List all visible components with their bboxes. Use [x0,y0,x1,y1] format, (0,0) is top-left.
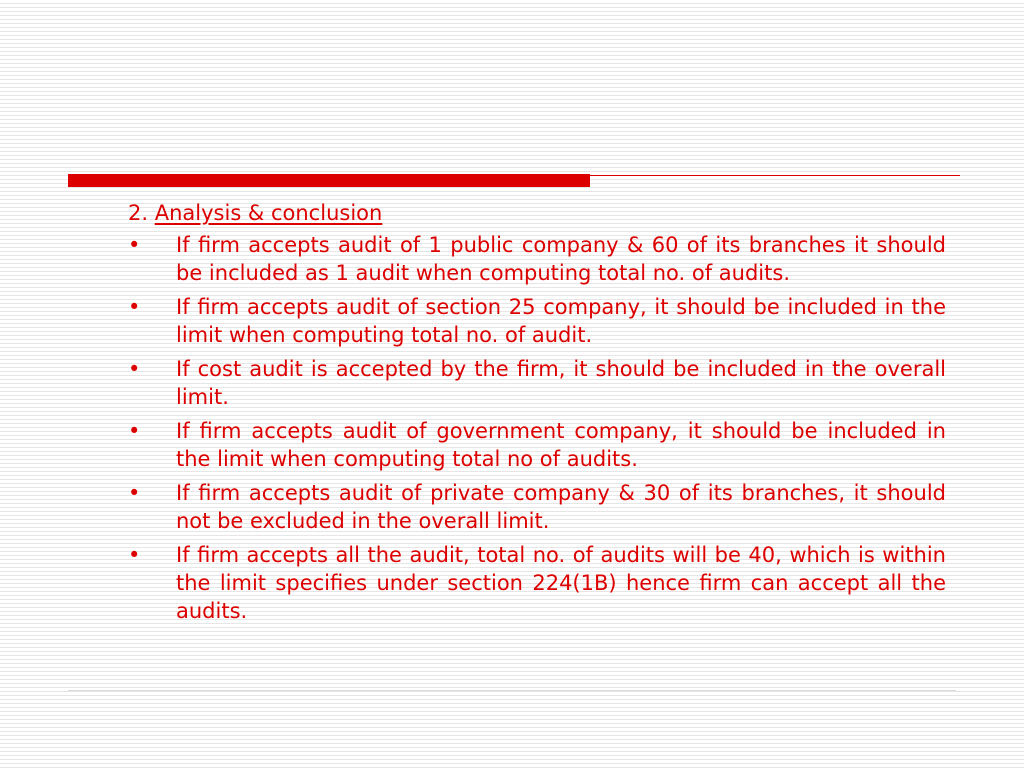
bullet-text: If cost audit is accepted by the firm, it should be included in the overall limit. [176,357,946,409]
bullet-text: If firm accepts audit of government company, it should be included in the limit when computing total no of audits. [176,419,946,471]
bullet-text: If firm accepts audit of section 25 company, it should be included in the limit when computing total no. of audit. [176,295,946,347]
bullet-item [128,479,946,535]
bullet-icon: • [128,357,141,381]
bullet-item [128,293,946,349]
bullet-item [128,417,946,473]
bullet-icon: • [128,295,141,319]
bullet-item [128,231,946,287]
title-divider-line [590,175,960,176]
bullet-icon: • [128,233,141,257]
footer-divider-line [68,690,956,691]
heading-number: 2. [128,201,149,225]
heading-text: Analysis & conclusion [154,201,383,225]
bullet-list [128,231,946,625]
bullet-icon: • [128,481,141,505]
bullet-text: If firm accepts audit of 1 public company & 60 of its branches it should be included as 1 audit when computing total no. of audits. [176,233,946,285]
bullet-item [128,541,946,625]
bullet-icon: • [128,419,141,443]
title-divider-bar [68,174,590,187]
bullet-text: If firm accepts audit of private company & 30 of its branches, it should not be excluded in the overall limit. [176,481,946,533]
slide-body [128,199,946,631]
section-heading [128,199,946,227]
bullet-text: If firm accepts all the audit, total no. of audits will be 40, which is within the limit specifies under section 224(1B) hence firm can accept all the audits. [176,543,946,623]
bullet-icon: • [128,543,141,567]
bullet-item [128,355,946,411]
